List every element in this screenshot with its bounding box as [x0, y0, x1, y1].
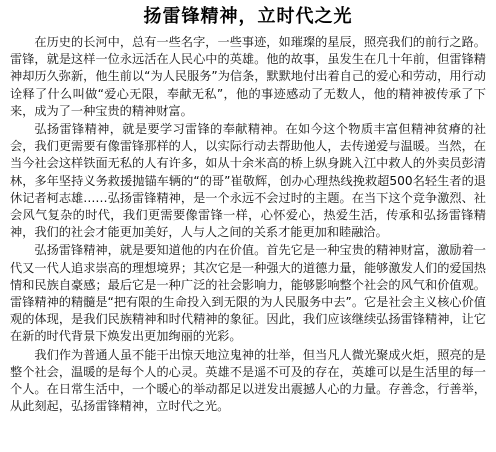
paragraph-1: 在历史的长河中，总有一些名字，一些事迹，如璀璨的星辰，照亮我们的前行之路。雷锋，就是这样一位永远活在人民心中的英雄。他的故事，虽发生在几十年前，但雷锋精神却历久弥新，他生前以“为人民服务”为信条，默默地付出着自己的爱心和劳动，用行动诠释了什么叫做“爱心无限，奉献无私”，他的事迹感动了无数人，他的精神被传承了下来，成为了一种宝贵的精神财富。 — [10, 35, 486, 118]
paragraph-4: 我们作为普通人虽不能干出惊天地泣鬼神的壮举，但当凡人微光聚成火炬，照亮的是整个社会，温暖的是每个人的心灵。英雄不是遥不可及的存在，英雄可以是生活里的每一个人。在日常生活中，一个暖心的举动都足以迸发出震撼人心的力量。存善念，行善举，从此刻起，弘扬雷锋精神，立时代之光。 — [10, 347, 486, 414]
paragraph-3: 弘扬雷锋精神，就是要知道他的内在价值。首先它是一种宝贵的精神财富，激励着一代又一代人追求崇高的理想境界；其次它是一种强大的道德力量，能够激发人们的爱国热情和民族自豪感；最后它是一种广泛的社会影响力，能够影响整个社会的风气和价值观。雷锋精神的精髓是“把有限的生命投入到无限的为人民服务中去”。它是社会主义核心价值观的体现，是我们民族精神和时代精神的象征。因此，我们应该继续弘扬雷锋精神，让它在新的时代背景下焕发出更加绚丽的光彩。 — [10, 243, 486, 344]
paragraph-2: 弘扬雷锋精神，就是要学习雷锋的奉献精神。在如今这个物质丰富但精神贫瘠的社会，我们更需要有像雷锋那样的人，以实际行动去帮助他人，去传递爱与温暖。当然，在当今社会这样铁面无私的人有许多，如从十余米高的桥上纵身跳入江中救人的外卖员彭清林，多年坚持义务救援抛锚车辆的“的哥”崔敬辉，创办心理热线挽救超500名轻生者的退休记者柯志雄……弘扬雷锋精神，是一个永远不会过时的主题。在当下这个竞争激烈、社会风气复杂的时代，我们更需要像雷锋一样，心怀爱心，热爱生活，传承和弘扬雷锋精神，我们的社会才能更加美好，人与人之间的关系才能更加和睦融洽。 — [10, 122, 486, 240]
document-title: 扬雷锋精神，立时代之光 — [143, 6, 353, 27]
